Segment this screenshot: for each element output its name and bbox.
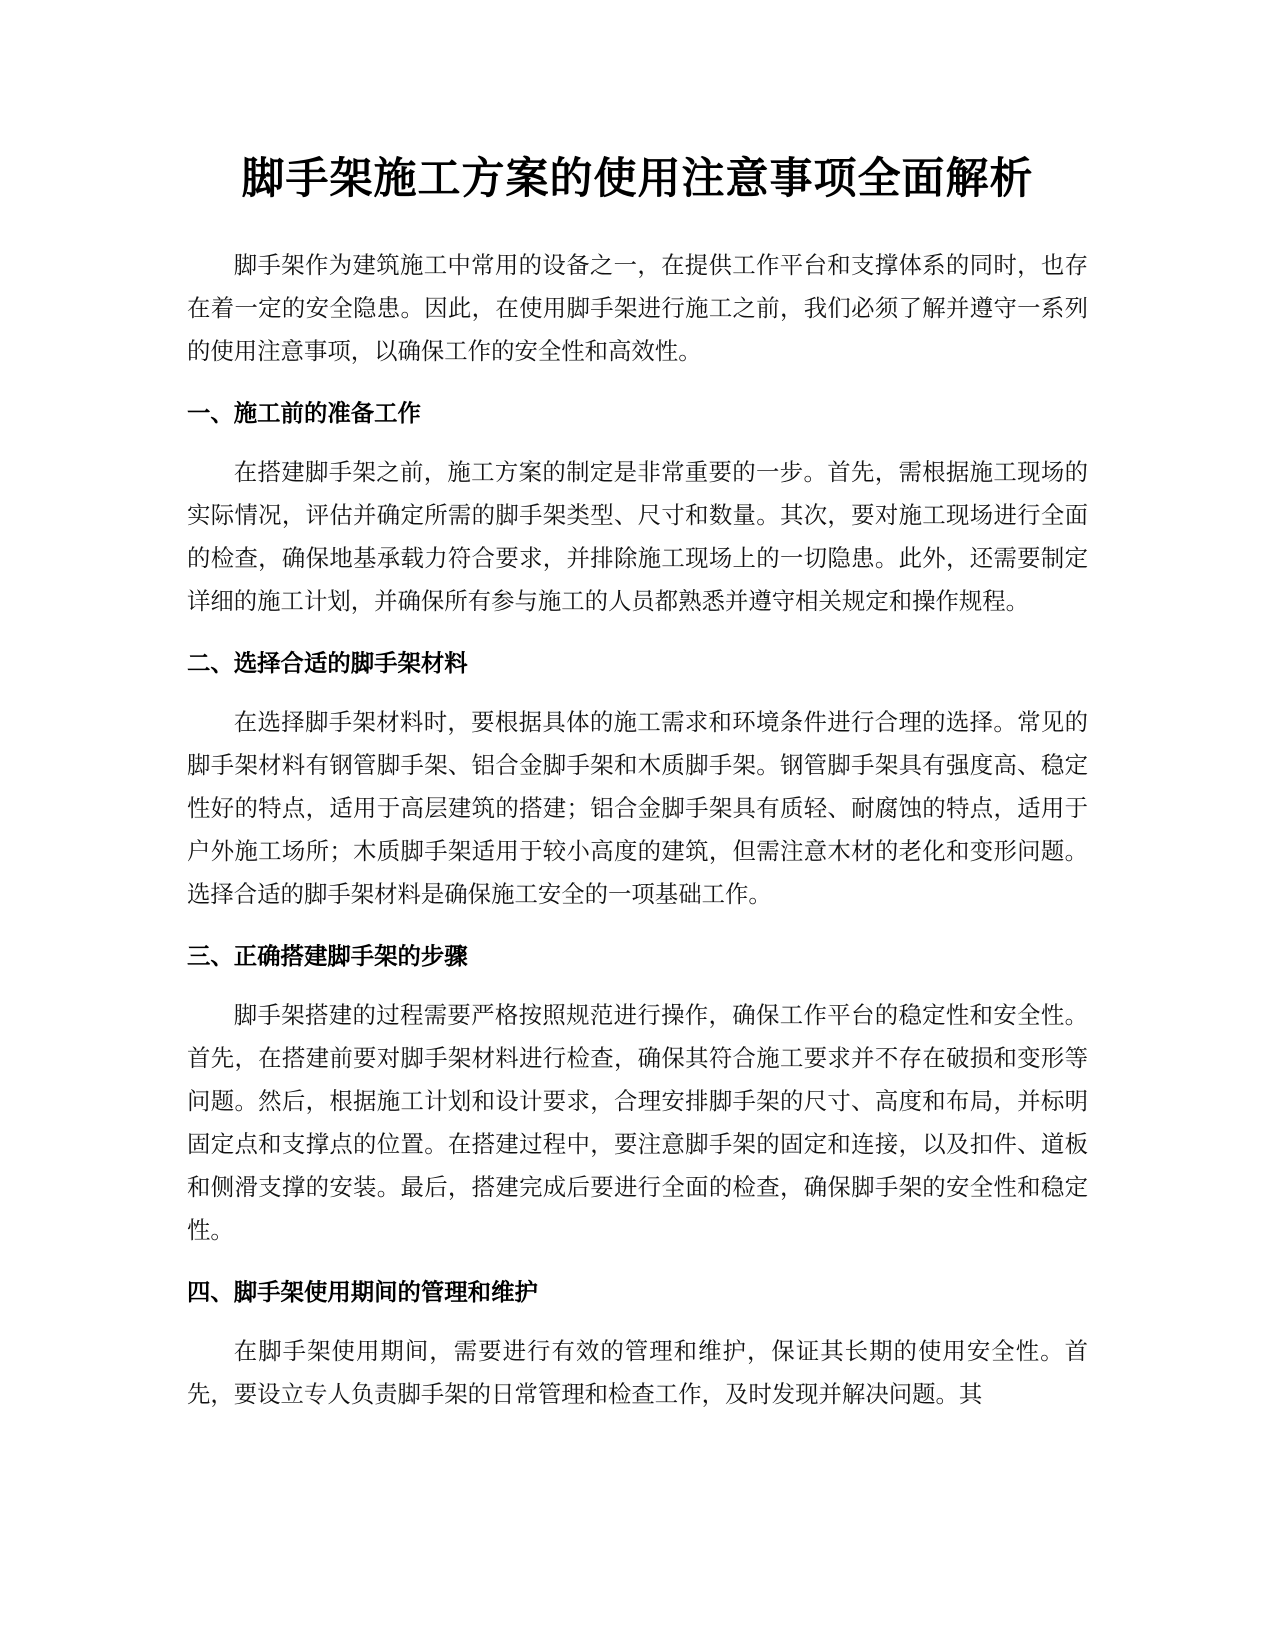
section-2-body: 在选择脚手架材料时，要根据具体的施工需求和环境条件进行合理的选择。常见的脚手架材料有钢管脚手架、铝合金脚手架和木质脚手架。钢管脚手架具有强度高、稳定性好的特点，适用于高层建筑的搭建；铝合金脚手架具有质轻、耐腐蚀的特点，适用于户外施工场所；木质脚手架适用于较小高度的建筑，但需注意木材的老化和变形问题。选择合适的脚手架材料是确保施工安全的一项基础工作。 [187, 708, 1088, 908]
document-title: 脚手架施工方案的使用注意事项全面解析 [241, 154, 1034, 204]
section-3-heading: 三、正确搭建脚手架的步骤 [187, 942, 468, 970]
section-1-heading: 一、施工前的准备工作 [187, 399, 421, 427]
section-4-body: 在脚手架使用期间，需要进行有效的管理和维护，保证其长期的使用安全性。首先，要设立专人负责脚手架的日常管理和检查工作，及时发现并解决问题。其 [187, 1337, 1088, 1408]
intro-paragraph: 脚手架作为建筑施工中常用的设备之一，在提供工作平台和支撑体系的同时，也存在着一定的安全隐患。因此，在使用脚手架进行施工之前，我们必须了解并遵守一系列的使用注意事项，以确保工作的安全性和高效性。 [187, 251, 1088, 365]
section-1-body: 在搭建脚手架之前，施工方案的制定是非常重要的一步。首先，需根据施工现场的实际情况，评估并确定所需的脚手架类型、尺寸和数量。其次，要对施工现场进行全面的检查，确保地基承载力符合要求，并排除施工现场上的一切隐患。此外，还需要制定详细的施工计划，并确保所有参与施工的人员都熟悉并遵守相关规定和操作规程。 [187, 458, 1088, 615]
document-page [187, 148, 1088, 1416]
section-2-heading: 二、选择合适的脚手架材料 [187, 649, 468, 677]
section-4-heading: 四、脚手架使用期间的管理和维护 [187, 1278, 538, 1306]
section-3-body: 脚手架搭建的过程需要严格按照规范进行操作，确保工作平台的稳定性和安全性。首先，在搭建前要对脚手架材料进行检查，确保其符合施工要求并不存在破损和变形等问题。然后，根据施工计划和设计要求，合理安排脚手架的尺寸、高度和布局，并标明固定点和支撑点的位置。在搭建过程中，要注意脚手架的固定和连接，以及扣件、道板和侧滑支撑的安装。最后，搭建完成后要进行全面的检查，确保脚手架的安全性和稳定性。 [187, 1001, 1088, 1244]
